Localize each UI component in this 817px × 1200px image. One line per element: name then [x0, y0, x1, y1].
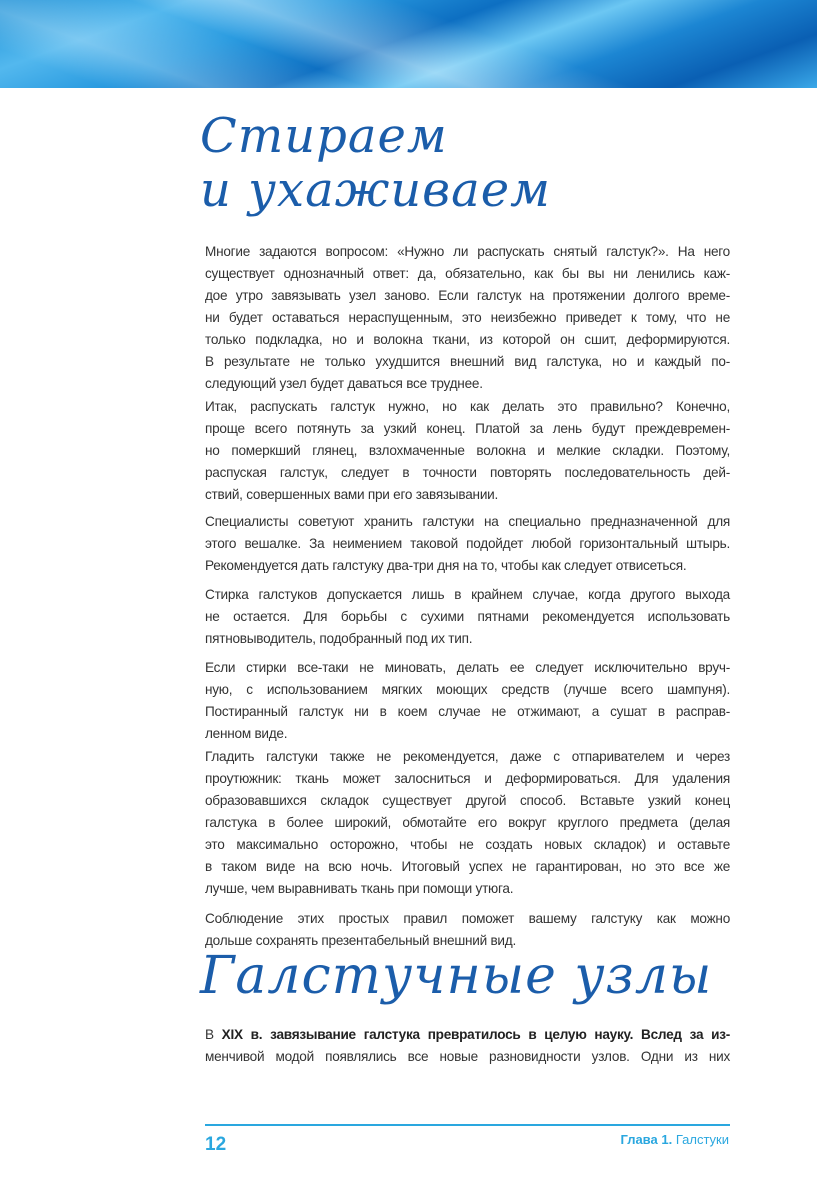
bold-lead: XIX в. завязывание галстука превратилось в целую науку. Вслед за из- [221, 1027, 730, 1042]
paragraph-line: Постиранный галстук ни в коем случае не отжимают, а сушат в расправ- [205, 704, 730, 719]
paragraph [205, 584, 730, 650]
paragraph [205, 1024, 730, 1068]
heading-line: Стираем [200, 108, 448, 164]
paragraph-line: ленном виде. [205, 726, 288, 741]
decorative-banner [0, 0, 817, 88]
paragraph-line: менчивой модой появлялись все новые разновидности узлов. Одни из них [205, 1049, 730, 1064]
paragraph-line: не остается. Для борьбы с сухими пятнами рекомендуется использовать [205, 609, 730, 624]
paragraph-line: галстука в более широкий, обмотайте его вокруг круглого предмета (делая [205, 815, 730, 830]
paragraph-line: только подкладка, но и волокна ткани, из которой он сшит, деформируются. [205, 332, 730, 347]
paragraph-line: в таком виде на всю ночь. Итоговый успех не гарантирован, но это все же [205, 859, 730, 874]
paragraph-line: распуская галстук, следует в точности повторять последовательность дей- [205, 465, 730, 480]
paragraph-line: дольше сохранять презентабельный внешний вид. [205, 933, 516, 948]
paragraph-line: Специалисты советуют хранить галстуки на специально предназначенной для [205, 514, 730, 529]
paragraph [205, 511, 730, 577]
heading-line: и ухаживаем [200, 162, 551, 218]
paragraph-line: образовавшихся складок существует другой способ. Вставьте узкий конец [205, 793, 730, 808]
paragraph-line: ную, с использованием мягких моющих средств (лучше всего шампуня). [205, 682, 730, 697]
footer-divider [205, 1124, 730, 1126]
paragraph [205, 396, 730, 506]
paragraph-line: проще всего потянуть за узкий конец. Платой за лень будут преждевремен- [205, 421, 730, 436]
paragraph-line: Многие задаются вопросом: «Нужно ли распускать снятый галстук?». На него [205, 244, 730, 259]
paragraph-line: лучше, чем выравнивать ткань при помощи утюга. [205, 881, 514, 896]
paragraph-line: В результате не только ухудшится внешний вид галстука, но и каждый по- [205, 354, 730, 369]
paragraph-line: В XIX в. завязывание галстука превратилось в целую науку. Вслед за из- [205, 1027, 730, 1042]
paragraph-line: существует однозначный ответ: да, обязательно, как бы вы ни ленились каж- [205, 266, 730, 281]
paragraph-line: проутюжник: ткань может залосниться и деформироваться. Для удаления [205, 771, 730, 786]
running-footer [620, 1132, 729, 1147]
paragraph-line: Если стирки все-таки не миновать, делать ее следует исключительно вруч- [205, 660, 730, 675]
paragraph [205, 657, 730, 745]
paragraph-line: Гладить галстуки также не рекомендуется, даже с отпаривателем и через [205, 749, 730, 764]
section-heading-washing-care [200, 108, 551, 218]
paragraph-line: Рекомендуется дать галстуку два-три дня на то, чтобы как следует отвисеться. [205, 558, 687, 573]
paragraph-line: это максимально осторожно, чтобы не создать новых складок) и оставьте [205, 837, 730, 852]
paragraph-line: ни будет оставаться нераспущенным, это неизбежно приведет к тому, что не [205, 310, 730, 325]
paragraph-line: следующий узел будет даваться все труднее. [205, 376, 483, 391]
paragraph-line: Итак, распускать галстук нужно, но как делать это правильно? Конечно, [205, 399, 730, 414]
paragraph-line: этого вешалке. За неимением таковой подойдет любой горизонтальный штырь. [205, 536, 730, 551]
paragraph [205, 746, 730, 900]
paragraph-line: Стирка галстуков допускается лишь в крайнем случае, когда другого выхода [205, 587, 730, 602]
paragraph-line: ствий, совершенных вами при его завязывании. [205, 487, 499, 502]
paragraph-line: но померкший глянец, взлохмаченные волокна и мелкие складки. Поэтому, [205, 443, 730, 458]
section-heading-tie-knots: Галстучные узлы [200, 946, 713, 1006]
paragraph-line: Соблюдение этих простых правил поможет вашему галстуку как можно [205, 911, 730, 926]
paragraph-line: пятновыводитель, подобранный под их тип. [205, 631, 473, 646]
paragraph [205, 241, 730, 395]
paragraph-line: дое утро завязывать узел заново. Если галстук на протяжении долгого време- [205, 288, 730, 303]
chapter-label: Глава 1. [620, 1132, 673, 1147]
page-number: 12 [205, 1134, 227, 1155]
chapter-title: Галстуки [675, 1132, 729, 1147]
